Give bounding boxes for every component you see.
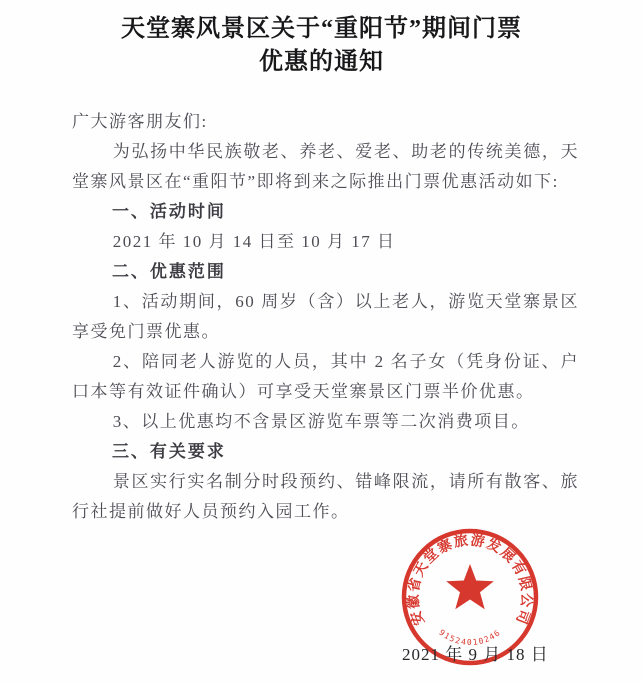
red-star-icon [446, 564, 494, 609]
issue-date: 2021 年 9 月 18 日 [402, 645, 549, 664]
section-heading-1: 一、活动时间 [111, 202, 226, 221]
title-line-2: 优惠的通知 [259, 49, 384, 75]
notice-title [0, 0, 643, 79]
paragraph-intro: 为弘扬中华民族敬老、养老、爱老、助老的传统美德，天堂寨风景区在“重阳节”即将到来之际推出门票优惠活动如下: [72, 142, 579, 191]
section-heading-2: 二、优惠范围 [111, 262, 226, 281]
notice-body [72, 107, 579, 527]
paragraph-item-2: 2、陪同老人游览的人员，其中 2 名子女（凭身份证、户口本等有效证件确认）可享受天堂寨景区门票半价优惠。 [72, 352, 579, 401]
seal-company-text: 安徽省天堂寨旅游发展有限公司 [404, 531, 536, 628]
section-heading-3: 三、有关要求 [111, 442, 226, 461]
salutation: 广大游客朋友们: [72, 112, 208, 131]
seal-code-text: 91524010246 [437, 627, 503, 648]
paragraph-activity-dates: 2021 年 10 月 14 日至 10 月 17 日 [112, 232, 396, 251]
paragraph-item-1: 1、活动期间，60 周岁（含）以上老人，游览天堂寨景区享受免门票优惠。 [72, 292, 579, 341]
paragraph-item-3: 3、以上优惠均不含景区游览车票等二次消费项目。 [112, 412, 530, 431]
paragraph-requirements: 景区实行实名制分时段预约、错峰限流，请所有散客、旅行社提前做好人员预约入园工作。 [72, 472, 579, 521]
title-line-1: 天堂寨风景区关于“重阳节”期间门票 [121, 16, 522, 42]
